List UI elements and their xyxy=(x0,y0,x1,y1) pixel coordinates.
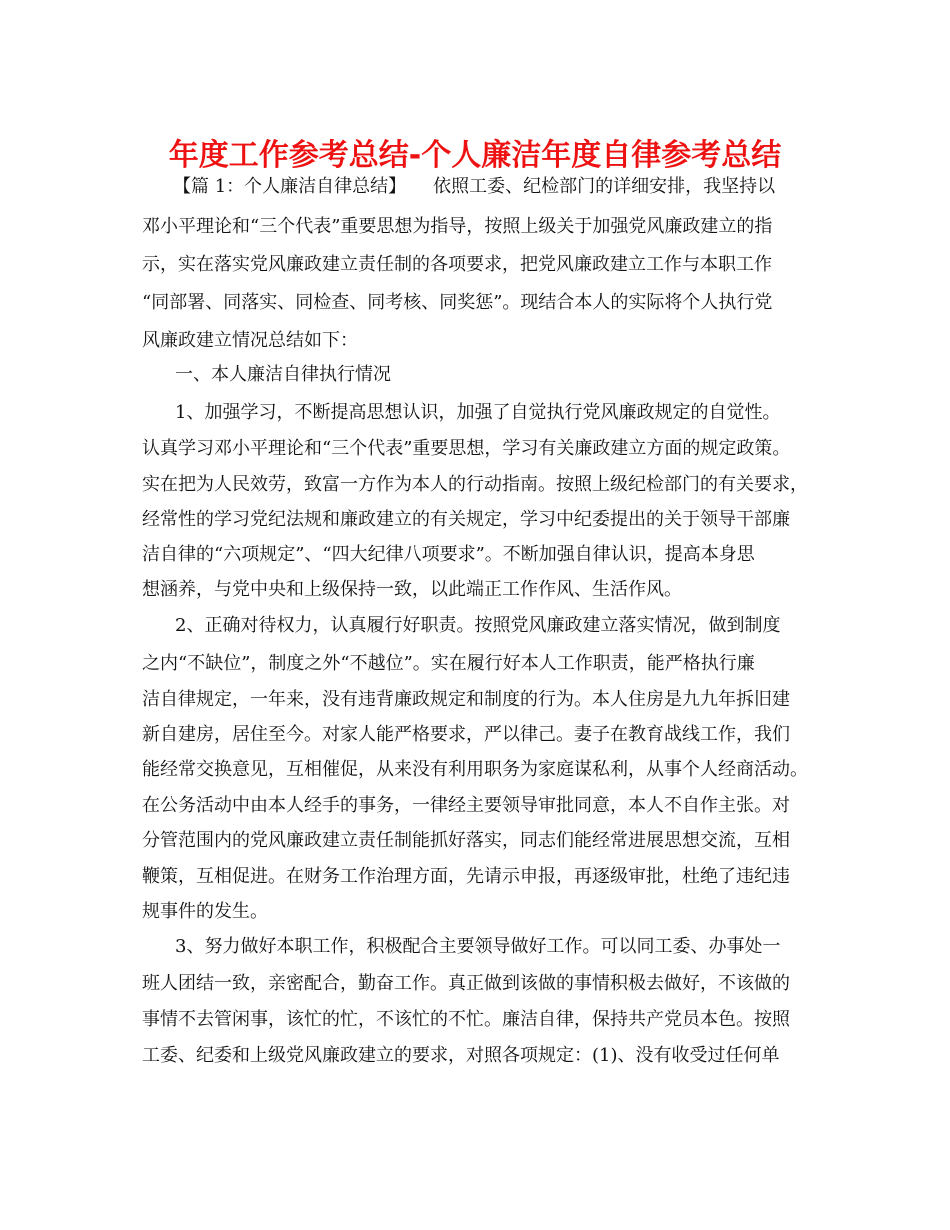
section-heading: 一、本人廉洁自律执行情况 xyxy=(175,364,391,385)
text-line: 能经常交换意见，互相催促，从来没有利用职务为家庭谋私利，从事个人经商活动。 xyxy=(142,759,808,780)
text-line: 示，实在落实党风廉政建立责任制的各项要求，把党风廉政建立工作与本职工作 xyxy=(142,254,772,275)
text-line: 在公务活动中由本人经手的事务，一律经主要领导审批同意，本人不自作主张。对 xyxy=(142,795,790,816)
text-line: 想涵养，与党中央和上级保持一致，以此端正工作作风、生活作风。 xyxy=(142,579,682,600)
text-line: 事情不去管闲事，该忙的忙，不该忙的不忙。廉洁自律，保持共产党员本色。按照 xyxy=(142,1009,790,1030)
text-line: 新自建房，居住至今。对家人能严格要求，严以律己。妻子在教育战线工作，我们 xyxy=(142,724,790,745)
document-title: 年度工作参考总结-个人廉洁年度自律参考总结 xyxy=(168,138,782,173)
text-line: 实在把为人民效劳，致富一方作为本人的行动指南。按照上级纪检部门的有关要求， xyxy=(142,474,808,495)
text-line: 3、努力做好本职工作，积极配合主要领导做好工作。可以同工委、办事处一 xyxy=(175,936,781,957)
text-line: 邓小平理论和“三个代表”重要思想为指导，按照上级关于加强党风廉政建立的指 xyxy=(142,216,773,237)
text-line: 认真学习邓小平理论和“三个代表”重要思想，学习有关廉政建立方面的规定政策。 xyxy=(142,438,791,459)
text-line: “同部署、同落实、同检查、同考核、同奖惩”。现结合本人的实际将个人执行党 xyxy=(142,292,773,313)
text-line: 洁自律规定，一年来，没有违背廉政规定和制度的行为。本人住房是九九年拆旧建 xyxy=(142,689,790,710)
text-line: 工委、纪委和上级党风廉政建立的要求，对照各项规定：(1)、没有收受过任何单 xyxy=(142,1045,780,1066)
text-line: 分管范围内的党风廉政建立责任制能抓好落实，同志们能经常进展思想交流，互相 xyxy=(142,830,790,851)
text-line: 2、正确对待权力，认真履行好职责。按照党风廉政建立落实情况，做到制度 xyxy=(175,615,781,636)
text-line: 班人团结一致，亲密配合，勤奋工作。真正做到该做的事情积极去做好，不该做的 xyxy=(142,973,790,994)
text-line: 洁自律的“六项规定”、“四大纪律八项要求”。不断加强自律认识，提高本身思 xyxy=(142,544,755,565)
text-line: 1、加强学习，不断提高思想认识，加强了自觉执行党风廉政规定的自觉性。 xyxy=(175,402,781,423)
text-line: 鞭策，互相促进。在财务工作治理方面，先请示申报，再逐级审批，杜绝了违纪违 xyxy=(142,866,790,887)
text-line: 规事件的发生。 xyxy=(142,901,268,922)
text-line: 风廉政建立情况总结如下： xyxy=(142,330,358,351)
text-line: 之内“不缺位”，制度之外“不越位”。实在履行好本人工作职责，能严格执行廉 xyxy=(142,653,755,674)
text-line: 经常性的学习党纪法规和廉政建立的有关规定，学习中纪委提出的关于领导干部廉 xyxy=(142,509,790,530)
text-line: 【篇 1：个人廉洁自律总结】 依照工委、纪检部门的详细安排，我坚持以 xyxy=(173,176,776,197)
